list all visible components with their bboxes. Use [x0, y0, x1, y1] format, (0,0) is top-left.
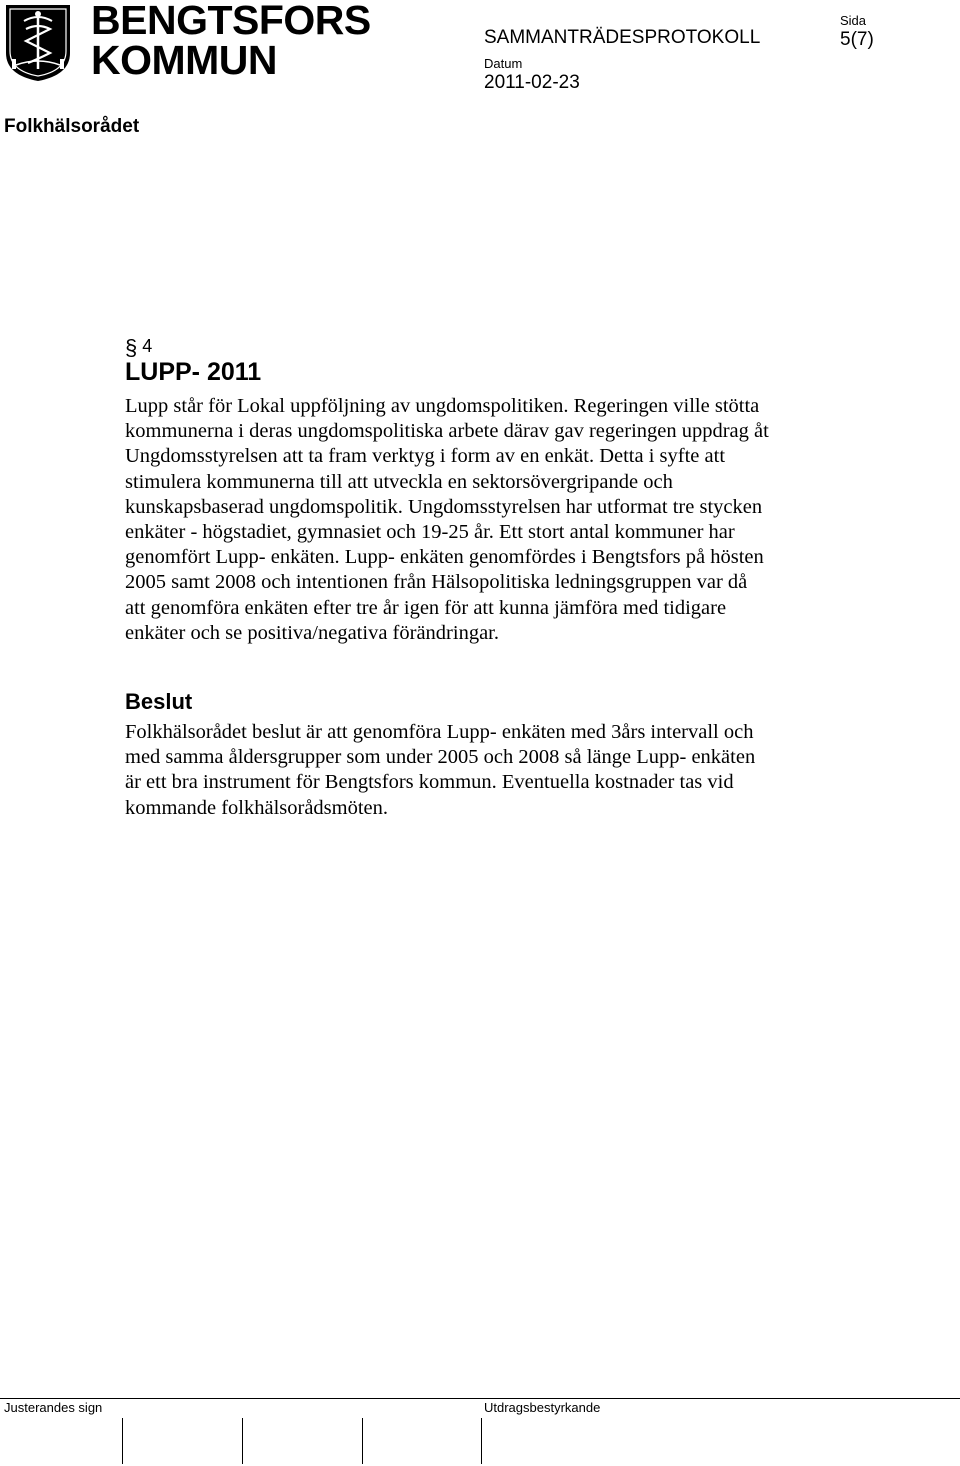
body-line: Ungdomsstyrelsen att ta fram verktyg i form av en enkät. Detta i syfte att: [125, 445, 726, 468]
signature-box-divider: [362, 1418, 363, 1464]
decision-line: kommande folkhälsorådsmöten.: [125, 796, 389, 819]
body-line: kunskapsbaserad ungdomspolitik. Ungdomsstyrelsen har utformat tre stycken: [125, 495, 763, 518]
body-line: Lupp står för Lokal uppföljning av ungdomspolitiken. Regeringen ville stötta: [125, 395, 760, 417]
logo-line-kommun: KOMMUN: [91, 37, 278, 83]
date-label: Datum: [484, 56, 523, 71]
item-body: [125, 394, 845, 646]
decision-heading: Beslut: [125, 689, 193, 714]
body-line: 2005 samt 2008 och intentionen från Hälsopolitiska ledningsgruppen var då: [125, 571, 748, 594]
body-line: enkäter - högstadiet, gymnasiet och 19-25 år. Ett stort antal kommuner har: [125, 521, 735, 544]
page-label: Sida: [840, 13, 867, 28]
logo-line-bengtsfors: BENGTSFORS: [91, 0, 371, 43]
item-title: LUPP- 2011: [125, 358, 262, 386]
body-line: att genomföra enkäten efter tre år igen för att kunna jämföra med tidigare: [125, 596, 727, 619]
signature-box-divider: [481, 1418, 482, 1464]
document-type: SAMMANTRÄDESPROTOKOLL: [484, 27, 761, 48]
decision-line: är ett bra instrument för Bengtsfors kommun. Eventuella kostnader tas vid: [125, 771, 734, 794]
decision-body: [125, 720, 845, 821]
extract-certification-label: Utdragsbestyrkande: [484, 1400, 601, 1415]
body-line: genomfört Lupp- enkäten. Lupp- enkäten genomfördes i Bengtsfors på hösten: [125, 546, 764, 569]
section-number-value: 4: [142, 336, 153, 356]
date-value: 2011-02-23: [484, 72, 580, 93]
municipality-logotype: [91, 0, 371, 83]
footer-divider: [0, 1398, 960, 1399]
decision-line: Folkhälsorådet beslut är att genomföra Lupp- enkäten med 3års intervall och: [125, 721, 754, 743]
section-number: [125, 332, 152, 358]
body-line: kommunerna i deras ungdomspolitiska arbete därav gav regeringen uppdrag åt: [125, 420, 769, 443]
page-number: 5(7): [840, 29, 874, 50]
signature-box-divider: [242, 1418, 243, 1464]
body-line: enkäter och se positiva/negativa förändringar.: [125, 621, 499, 644]
municipality-crest-icon: [4, 3, 72, 83]
organ-name: Folkhälsorådet: [4, 116, 140, 137]
adjusters-sign-label: Justerandes sign: [4, 1400, 103, 1415]
signature-box-divider: [122, 1418, 123, 1464]
body-line: stimulera kommunerna till att utveckla en sektorsövergripande och: [125, 470, 673, 493]
decision-line: med samma åldersgrupper som under 2005 och 2008 så länge Lupp- enkäten: [125, 746, 756, 769]
section-symbol: §: [125, 335, 138, 360]
